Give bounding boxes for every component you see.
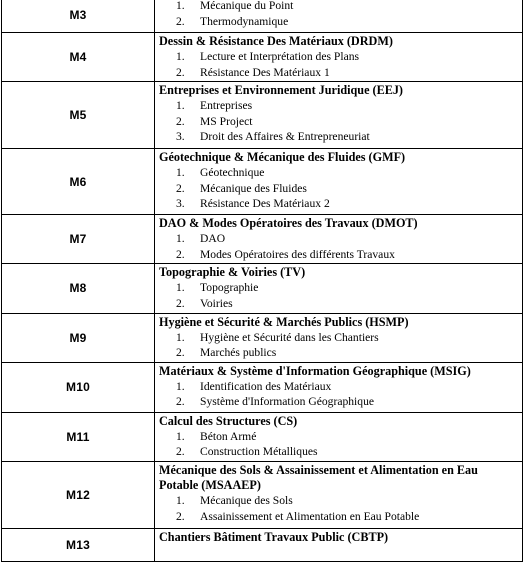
- item-number: 2.: [176, 247, 185, 261]
- item-number: 1.: [176, 166, 185, 180]
- module-row-m9: [2, 313, 523, 362]
- item-number: 1.: [176, 330, 185, 344]
- item-number: 2.: [176, 114, 185, 128]
- module-code: M11: [2, 412, 155, 461]
- module-items: [159, 429, 518, 460]
- module-items: [159, 280, 518, 311]
- module-code: M13: [2, 528, 155, 561]
- list-item: [159, 49, 518, 65]
- module-content: [155, 528, 523, 561]
- item-number: 2.: [176, 395, 185, 409]
- item-text: Assainissement et Alimentation en Eau Potable: [200, 509, 420, 523]
- item-number: 2.: [176, 65, 185, 79]
- item-number: 2.: [176, 14, 185, 28]
- list-item: [159, 231, 518, 247]
- item-text: Marchés publics: [200, 346, 277, 360]
- list-item: [159, 65, 518, 81]
- module-title: Entreprises et Environnement Juridique (EEJ): [159, 83, 403, 98]
- module-content: [155, 33, 523, 82]
- module-items: [159, 330, 518, 361]
- module-code: M10: [2, 362, 155, 412]
- module-code: M5: [2, 82, 155, 149]
- module-items: [159, 98, 518, 145]
- item-text: Béton Armé: [200, 429, 257, 443]
- item-text: Système d'Information Géographique: [200, 395, 375, 409]
- module-row-m5: [2, 82, 523, 149]
- item-number: 1.: [176, 493, 185, 507]
- item-number: 2.: [176, 509, 185, 523]
- item-number: 2.: [176, 296, 185, 310]
- module-items: [159, 231, 518, 262]
- item-text: Géotechnique: [200, 166, 265, 180]
- list-item: [159, 247, 518, 263]
- list-item: [159, 129, 518, 145]
- module-row-m8: [2, 264, 523, 313]
- item-text: Lecture et Interprétation des Plans: [200, 50, 360, 63]
- module-items: [159, 165, 518, 212]
- module-row-m13: [2, 528, 523, 561]
- item-number: 2.: [176, 346, 185, 360]
- module-items: [159, 0, 518, 29]
- list-item: [159, 379, 518, 395]
- item-number: 2.: [176, 181, 185, 195]
- item-number: 1.: [176, 281, 185, 295]
- module-content: [155, 461, 523, 528]
- item-text: DAO: [200, 232, 226, 246]
- list-item: [159, 0, 518, 14]
- item-text: Mécanique du Point: [200, 0, 294, 12]
- item-text: Mécanique des Sols: [200, 493, 293, 507]
- module-code: M9: [2, 313, 155, 362]
- module-code: M4: [2, 33, 155, 82]
- module-title: Hygiène et Sécurité & Marchés Publics (HSMP): [159, 314, 409, 329]
- module-content: [155, 215, 523, 264]
- module-code: M8: [2, 264, 155, 313]
- list-item: [159, 98, 518, 114]
- module-content: [155, 0, 523, 33]
- list-item: [159, 114, 518, 130]
- module-row-m6: [2, 149, 523, 215]
- list-item: [159, 394, 518, 410]
- modules-table: [1, 0, 523, 562]
- item-text: Résistance Des Matériaux 1: [200, 65, 330, 79]
- item-number: 2.: [176, 445, 185, 459]
- item-text: Thermodynamique: [200, 14, 289, 28]
- module-title: Dessin & Résistance Des Matériaux (DRDM): [159, 34, 393, 48]
- module-title: Mécanique des Sols & Assainissement et Alimentation en Eau Potable (MSAAEP): [159, 462, 478, 492]
- module-items: [159, 493, 518, 524]
- module-row-m7: [2, 215, 523, 264]
- item-number: 1.: [176, 379, 185, 393]
- item-number: 1.: [176, 232, 185, 246]
- item-text: Mécanique des Fluides: [200, 181, 307, 195]
- item-text: Modes Opératoires des différents Travaux: [200, 247, 395, 261]
- module-code: M12: [2, 461, 155, 528]
- module-title: Topographie & Voiries (TV): [159, 265, 306, 280]
- module-items: [159, 49, 518, 80]
- module-content: [155, 264, 523, 313]
- item-text: Entreprises: [200, 99, 253, 113]
- list-item: [159, 330, 518, 346]
- item-text: Voiries: [200, 296, 233, 310]
- module-title: DAO & Modes Opératoires des Travaux (DMOT): [159, 216, 418, 231]
- list-item: [159, 181, 518, 197]
- module-title: Chantiers Bâtiment Travaux Public (CBTP): [159, 529, 389, 544]
- list-item: [159, 429, 518, 445]
- module-row-m12: [2, 461, 523, 528]
- module-content: [155, 82, 523, 149]
- item-number: 1.: [176, 429, 185, 443]
- module-content: [155, 362, 523, 412]
- item-text: Hygiène et Sécurité dans les Chantiers: [200, 330, 379, 344]
- module-code: M3: [2, 0, 155, 33]
- item-text: Identification des Matériaux: [200, 379, 332, 393]
- list-item: [159, 493, 518, 509]
- module-title: Matériaux & Système d'Information Géographique (MSIG): [159, 363, 471, 378]
- list-item: [159, 345, 518, 361]
- module-content: [155, 313, 523, 362]
- module-title: Géotechnique & Mécanique des Fluides (GMF): [159, 150, 406, 165]
- list-item: [159, 444, 518, 460]
- module-title: Calcul des Structures (CS): [159, 413, 298, 428]
- module-code: M6: [2, 149, 155, 215]
- module-row-m3: [2, 0, 523, 33]
- item-text: Résistance Des Matériaux 2: [200, 197, 330, 211]
- item-number: 3.: [176, 130, 185, 144]
- item-text: Droit des Affaires & Entrepreneuriat: [200, 130, 370, 144]
- list-item: [159, 196, 518, 212]
- list-item: [159, 509, 518, 525]
- item-text: Topographie: [200, 281, 259, 295]
- list-item: [159, 296, 518, 312]
- list-item: [159, 165, 518, 181]
- list-item: [159, 14, 518, 30]
- item-number: 1.: [176, 99, 185, 113]
- item-text: Construction Métalliques: [200, 445, 318, 459]
- module-row-m10: [2, 362, 523, 412]
- module-row-m11: [2, 412, 523, 461]
- item-text: MS Project: [200, 114, 253, 128]
- item-number: 1.: [176, 0, 185, 12]
- module-content: [155, 149, 523, 215]
- item-number: 3.: [176, 197, 185, 211]
- module-items: [159, 379, 518, 410]
- item-number: 1.: [176, 50, 185, 63]
- module-content: [155, 412, 523, 461]
- module-row-m4: [2, 33, 523, 82]
- list-item: [159, 280, 518, 296]
- module-code: M7: [2, 215, 155, 264]
